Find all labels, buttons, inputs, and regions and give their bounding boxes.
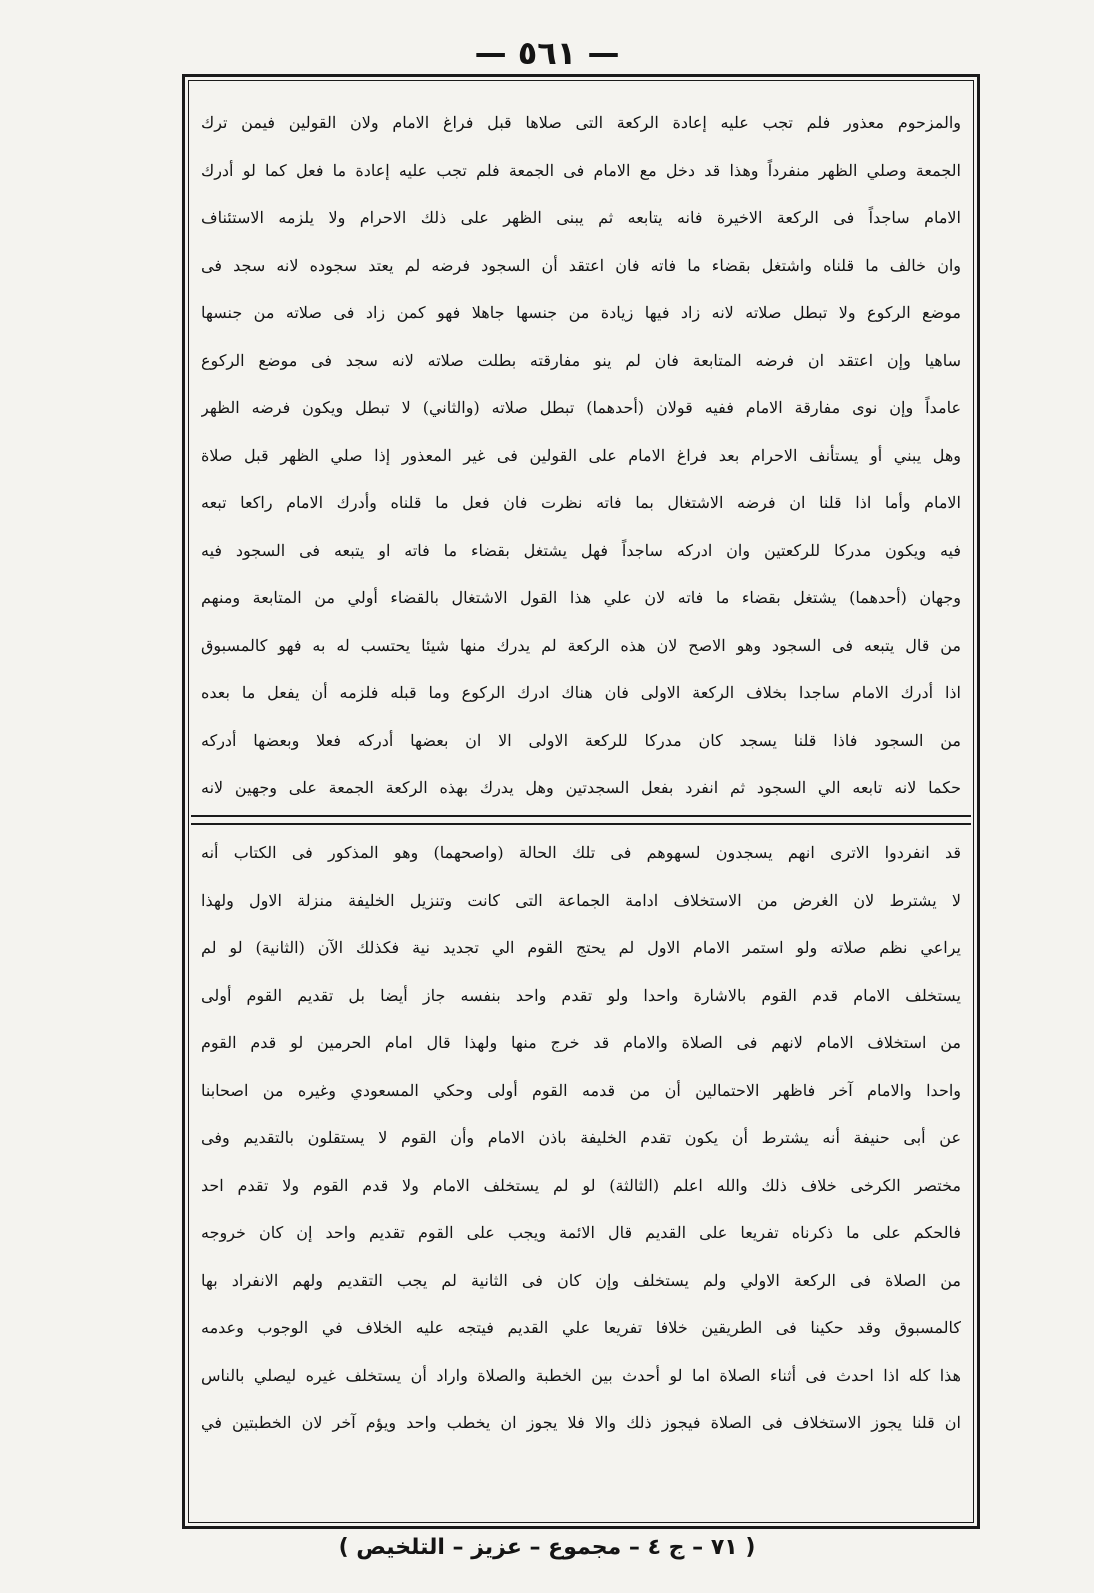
commentary-text-line: فالحكم على ما ذكرناه تفريعا على القديم قال الائمة ويجب على القوم تقديم واحد إن كان خروجه xyxy=(201,1223,961,1242)
main-text-line: ساهيا وإن اعتقد ان فرضه المتابعة فان لم ينو مفارقته بطلت صلاته لانه سجد فى موضع الركوع xyxy=(201,350,961,370)
main-text-block xyxy=(201,99,961,812)
main-text-line: وجهان (أحدهما) يشتغل بقضاء ما فاته لان علي هذا القول الاشتغال بالقضاء أولي من المتابعة ومنهم xyxy=(201,588,961,607)
main-text-line: حكما لانه تابعه الي السجود ثم انفرد بفعل السجدتين وهل يدرك بهذه الركعة الجمعة على وجهين لانه xyxy=(201,778,961,797)
section-divider xyxy=(191,815,971,825)
commentary-text-line: يراعي نظم صلاته ولو استمر الامام الاول لم يحتج القوم الي تجديد نية فكذلك الآن (الثانية) لو لم xyxy=(201,938,961,957)
main-text-line: الامام وأما اذا قلنا ان فرضه الاشتغال بما فاته نظرت فان فعل ما قلناه وأدرك الامام راكعا تبعه xyxy=(201,493,961,512)
main-text-line: اذا أدرك الامام ساجدا بخلاف الركعة الاولى فان هناك ادرك الركوع وما قبله فلزمه أن يفعل ما بعده xyxy=(201,683,961,702)
main-text-line: موضع الركوع ولا تبطل صلاته لانه زاد فيها زيادة من جنسها جاهلا فهو كمن زاد فى صلاته من جنسها xyxy=(201,303,961,322)
commentary-text-line: عن أبى حنيفة أنه يشترط أن يكون تقدم الخليفة باذن الامام وأن القوم لا يستقلون بالتقديم وفى xyxy=(201,1128,961,1147)
main-text-line: من السجود فاذا قلنا يسجد كان مدركا للركعة الاولى الا ان بعضها أدركه فعلا وبعضها أدركه xyxy=(201,730,961,750)
main-text-line: عامداً وإن نوى مفارقة الامام ففيه قولان (أحدهما) تبطل صلاته (والثاني) لا تبطل ويكون فرضه الظهر xyxy=(201,398,961,417)
commentary-text-line: من استخلاف الامام لانهم فى الصلاة والامام قد خرج منها ولهذا قال امام الحرمين لو قدم القوم xyxy=(201,1033,961,1052)
commentary-text-line: لا يشترط لان الغرض من الاستخلاف ادامة الجماعة التى كانت وتنزيل الخليفة منزلة الاول ولهذا xyxy=(201,890,961,910)
main-text-line: والمزحوم معذور فلم تجب عليه إعادة الركعة التى صلاها قبل فراغ الامام ولان القولين فيمن ترك xyxy=(201,113,961,132)
commentary-text-line: واحدا والامام آخر فاظهر الاحتمالين أن من قدمه القوم أولى وحكي المسعودي وغيره من اصحابنا xyxy=(201,1080,961,1100)
commentary-text-line: كالمسبوق وقد حكينا فى الطريقين خلافا تفريعا علي القديم فيتجه عليه الخلاف في الوجوب وعدمه xyxy=(201,1318,961,1337)
commentary-text-line: هذا كله اذا احدث فى أثناء الصلاة اما لو أحدث بين الخطبة والصلاة واراد أن يستخلف غيره ليصلي بالناس xyxy=(201,1365,961,1385)
footer-signature: ( ٧١ – ج ٤ – مجموع – عزيز – التلخيص ) xyxy=(338,1535,756,1560)
commentary-text-line: يستخلف الامام قدم القوم بالاشارة واحدا ولو تقدم واحد بنفسه جاز أيضا بل تقديم القوم أولى xyxy=(201,985,961,1005)
page-number: — ٥٦١ — xyxy=(474,34,620,72)
page-frame xyxy=(182,74,980,1529)
main-text-line: وهل يبني أو يستأنف الاحرام بعد فراغ الامام على القولين فى غير المعذور إذا صلي الظهر قبل صلاة xyxy=(201,445,961,465)
commentary-text-line: قد انفردوا الاترى انهم يسجدون لسهوهم فى تلك الحالة (واصحهما) وهو المذكور فى الكتاب أنه xyxy=(201,843,961,862)
commentary-text-line: مختصر الكرخى خلاف ذلك والله اعلم (الثالثة) لو لم يستخلف الامام ولا قدم القوم ولا تقدم احد xyxy=(201,1175,961,1195)
commentary-text-line: ان قلنا يجوز الاستخلاف فى الصلاة فيجوز ذلك والا فلا يجوز ان يخطب واحد ويؤم آخر لان الخطبتين في xyxy=(201,1413,961,1432)
main-text-line: الجمعة وصلي الظهر منفرداً وهذا قد دخل مع الامام فى الجمعة فلم تجب عليه إعادة ما فعل كما لو أدرك xyxy=(201,160,961,180)
commentary-text-line: من الصلاة فى الركعة الاولي ولم يستخلف وإن كان فى الثانية لم يجب التقديم ولهم الانفراد بها xyxy=(201,1270,961,1290)
main-text-line: فيه ويكون مدركا للركعتين وان ادركه ساجداً فهل يشتغل بقضاء ما فاته او يتبعه فى السجود فيه xyxy=(201,540,961,560)
main-text-line: وان خالف ما قلناه واشتغل بقضاء ما فاته فان اعتقد أن السجود فرضه لم يعتد سجوده لانه سجد فى xyxy=(201,255,961,275)
main-text-line: من قال يتبعه فى السجود وهو الاصح لان هذه الركعة لم يدرك منها شيئا يحتسب له به فهو كالمسبوق xyxy=(201,635,961,655)
commentary-text-block xyxy=(201,829,961,1447)
main-text-line: الامام ساجداً فى الركعة الاخيرة فانه يتابعه ثم يبنى الظهر على ذلك الاحرام ولا يلزمه الاستئناف xyxy=(201,208,961,227)
